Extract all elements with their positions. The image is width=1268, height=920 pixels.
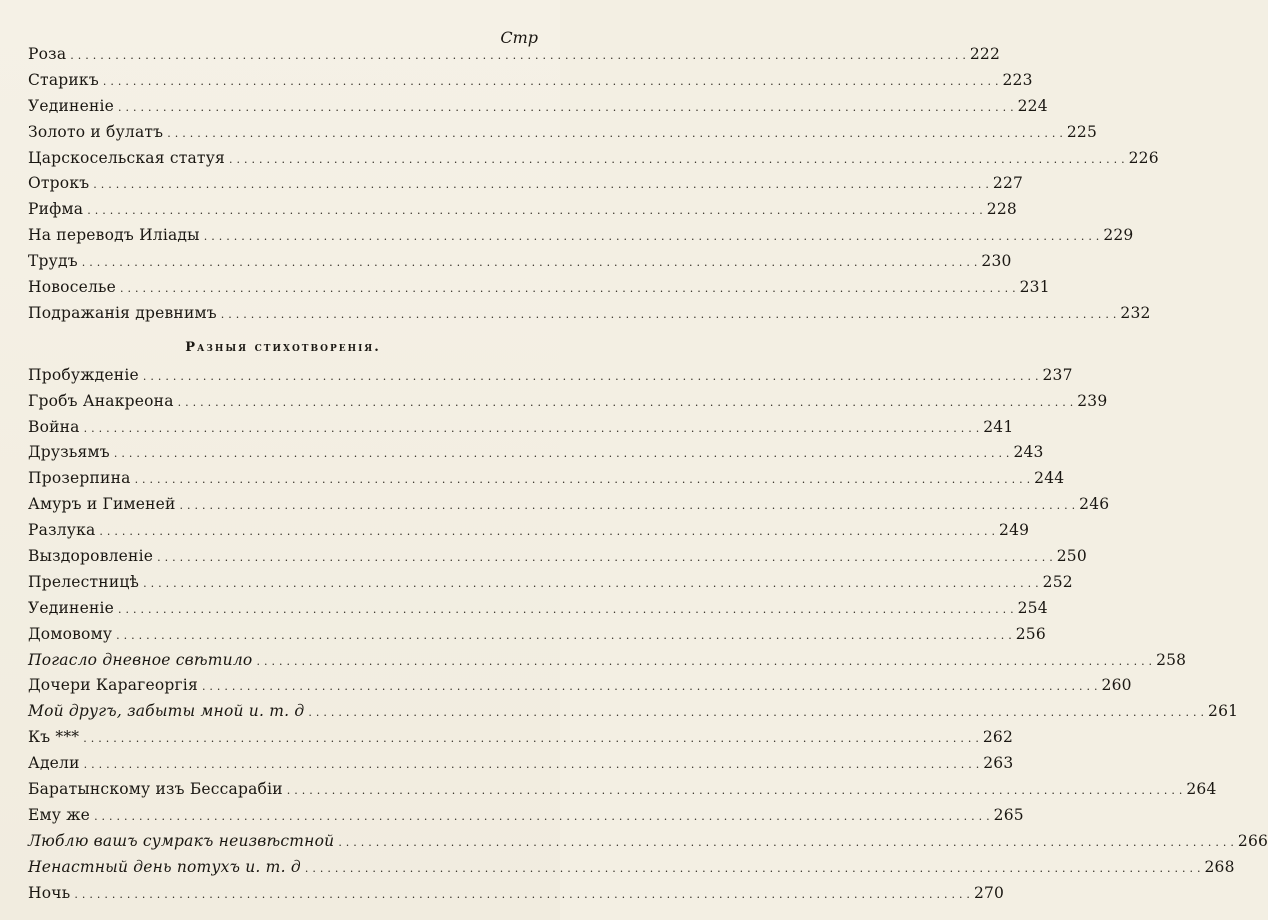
toc-entry-title: Пробужденіе (28, 365, 139, 384)
dot-leader: ........................................................................................................................ (113, 447, 1014, 461)
toc-entry-title: Подражанія древнимъ (28, 303, 217, 322)
toc-entry (28, 303, 1151, 330)
toc-entry-title: Погасло дневное свѣтило (28, 650, 253, 669)
toc-entry-page: 227 (992, 174, 1024, 193)
toc-entry-page: 230 (981, 252, 1012, 271)
toc-entry (28, 624, 1046, 651)
dot-leader: ........................................................................................................................ (157, 551, 1057, 565)
dot-leader: ........................................................................................................................ (118, 100, 1018, 114)
toc-entry-title: Старикъ (28, 70, 99, 89)
dot-leader: ........................................................................................................................ (116, 628, 1016, 642)
dot-leader: ........................................................................................................................ (308, 706, 1209, 720)
toc-entry-page: 241 (983, 417, 1014, 436)
toc-entry-title: На переводъ Иліады (28, 226, 200, 245)
toc-entry-page: 252 (1042, 572, 1073, 591)
toc-entry (28, 831, 1268, 858)
toc-entry-title: Мой другъ, забыты мной и. т. д (28, 702, 305, 721)
dot-leader: ........................................................................................................................ (229, 152, 1129, 166)
dot-leader: ........................................................................................................................ (142, 369, 1043, 383)
toc-entry-page: 258 (1156, 650, 1187, 669)
dot-leader: ........................................................................................................................ (220, 307, 1121, 321)
toc-entry (28, 572, 1073, 599)
dot-leader: ........................................................................................................................ (93, 178, 993, 192)
toc-entry-title: Роза (28, 45, 67, 63)
dot-leader: ........................................................................................................................ (118, 602, 1018, 616)
toc-entry-title: Люблю вашъ сумракъ неизвѣстной (28, 831, 335, 850)
dot-leader: ........................................................................................................................ (256, 654, 1157, 668)
toc-entry (28, 547, 1087, 573)
toc-entry-title: Новоселье (28, 278, 117, 297)
toc-entry-page: 223 (1002, 70, 1033, 89)
toc-group-1 (28, 45, 1159, 330)
dot-leader: ........................................................................................................................ (179, 499, 1080, 513)
dot-leader: ........................................................................................................................ (177, 395, 1078, 409)
dot-leader: ........................................................................................................................ (99, 525, 1000, 539)
toc-entry-title: Уединеніе (28, 96, 115, 115)
dot-leader: ........................................................................................................................ (167, 126, 1067, 140)
toc-entry-page: 261 (1208, 702, 1239, 721)
toc-entry-title: Выздоровленіе (28, 547, 154, 566)
toc-entry-page: 228 (986, 200, 1017, 219)
toc-entry (28, 598, 1048, 625)
dot-leader: ........................................................................................................................ (74, 887, 974, 901)
dot-leader: ........................................................................................................................ (338, 835, 1238, 849)
toc-entry-title: Трудъ (28, 252, 78, 271)
toc-entry-page: 270 (973, 883, 1005, 902)
dot-leader: ........................................................................................................................ (87, 204, 987, 218)
toc-entry-page: 262 (982, 728, 1014, 747)
toc-entry-page: 229 (1103, 226, 1134, 245)
toc-entry (28, 883, 1005, 910)
toc-entry (28, 226, 1134, 252)
toc-entry-page: 264 (1186, 780, 1217, 799)
toc-entry-page: 226 (1128, 148, 1159, 167)
toc-entry-page: 244 (1034, 469, 1065, 488)
toc-entry (28, 252, 1012, 278)
dot-leader: ........................................................................................................................ (83, 421, 984, 435)
toc-entry (28, 650, 1187, 677)
toc-entry-page: 246 (1079, 495, 1110, 514)
toc-entry-title: Отрокъ (28, 174, 90, 193)
toc-entry-title: Баратынскому изъ Бессарабіи (28, 780, 283, 799)
toc-entry (28, 45, 1001, 71)
toc-entry (28, 780, 1217, 806)
dot-leader: ........................................................................................................................ (304, 861, 1205, 875)
dot-leader: ........................................................................................................................ (143, 576, 1043, 590)
dot-leader: ........................................................................................................................ (203, 230, 1104, 244)
toc-entry (28, 391, 1108, 418)
dot-leader: ........................................................................................................................ (201, 680, 1102, 694)
toc-entry-page: 256 (1015, 624, 1046, 643)
toc-entry-title: Война (28, 417, 80, 436)
toc-entry (28, 754, 1014, 780)
toc-entry (28, 122, 1098, 149)
dot-leader: ........................................................................................................................ (286, 784, 1187, 798)
toc-entry-title: Амуръ и Гименей (28, 495, 176, 514)
toc-entry-page: 254 (1017, 598, 1048, 617)
dot-leader: ........................................................................................................................ (134, 473, 1035, 487)
dot-leader: ........................................................................................................................ (70, 49, 970, 62)
dot-leader: ........................................................................................................................ (81, 256, 982, 270)
toc-entry (28, 417, 1014, 444)
toc-entry-title: Ночь (28, 883, 71, 902)
dot-leader: ........................................................................................................................ (94, 809, 994, 823)
toc-entry (28, 200, 1017, 226)
toc-entry-page: 268 (1204, 857, 1235, 876)
toc-entry (28, 365, 1073, 392)
toc-entry-title: Домовому (28, 624, 113, 643)
toc-entry-title: Дочери Карагеоргія (28, 676, 198, 695)
toc-entry-title: Уединеніе (28, 598, 115, 617)
toc-entry-page: 225 (1066, 122, 1098, 141)
toc-entry-page: 266 (1237, 831, 1268, 850)
toc-entry-page: 250 (1056, 547, 1087, 566)
toc-entry-title: Прозерпина (28, 469, 131, 488)
toc-entry (28, 495, 1110, 521)
toc-entry-page: 260 (1101, 676, 1132, 695)
dot-leader: ........................................................................................................................ (83, 732, 983, 746)
toc-entry (28, 174, 1024, 200)
toc-entry-title: Адели (28, 754, 80, 773)
toc-entry-title: Ненастный день потухъ и. т. д (28, 857, 301, 876)
page-column-header: Стр (500, 28, 538, 47)
dot-leader: ........................................................................................................................ (83, 758, 984, 772)
toc-entry (28, 148, 1159, 175)
dot-leader: ........................................................................................................................ (120, 282, 1020, 296)
toc-entry-title: Прелестницѣ (28, 572, 140, 591)
toc-entry-title: Золото и булатъ (28, 122, 164, 141)
toc-group-2 (28, 365, 1268, 910)
toc-entry-page: 222 (969, 45, 1001, 63)
toc-entry-title: Рифма (28, 200, 84, 219)
toc-entry (28, 805, 1024, 832)
toc-entry (28, 702, 1239, 728)
toc-entry-title: Ему же (28, 805, 91, 824)
toc-entry-page: 249 (999, 521, 1030, 540)
toc-entry-page: 237 (1042, 365, 1073, 384)
toc-entry (28, 469, 1065, 495)
toc-entry-page: 243 (1013, 443, 1044, 462)
toc-entry-page: 263 (983, 754, 1014, 773)
toc-entry (28, 728, 1014, 754)
toc-entry-page: 265 (993, 805, 1024, 824)
toc-entry-page: 232 (1120, 303, 1151, 322)
toc-entry-title: Царскосельская статуя (28, 148, 226, 167)
toc-entry-page: 231 (1019, 278, 1050, 297)
dot-leader: ........................................................................................................................ (102, 74, 1003, 88)
toc-entry-title: Къ *** (28, 728, 80, 747)
toc-entry (28, 443, 1044, 469)
toc-entry-page: 224 (1017, 96, 1048, 115)
toc-entry (28, 70, 1033, 97)
toc-entry (28, 676, 1132, 702)
toc-entry (28, 521, 1030, 547)
toc-entry (28, 278, 1050, 304)
toc-entry-title: Разлука (28, 521, 96, 540)
toc-entry (28, 857, 1235, 884)
toc-entry-title: Друзьямъ (28, 443, 110, 462)
table-of-contents (28, 45, 1268, 910)
toc-entry (28, 96, 1048, 123)
toc-entry-title: Гробъ Анакреона (28, 391, 174, 410)
toc-entry-page: 239 (1077, 391, 1108, 410)
section-heading: Разныя стихотворенія. (185, 340, 381, 356)
